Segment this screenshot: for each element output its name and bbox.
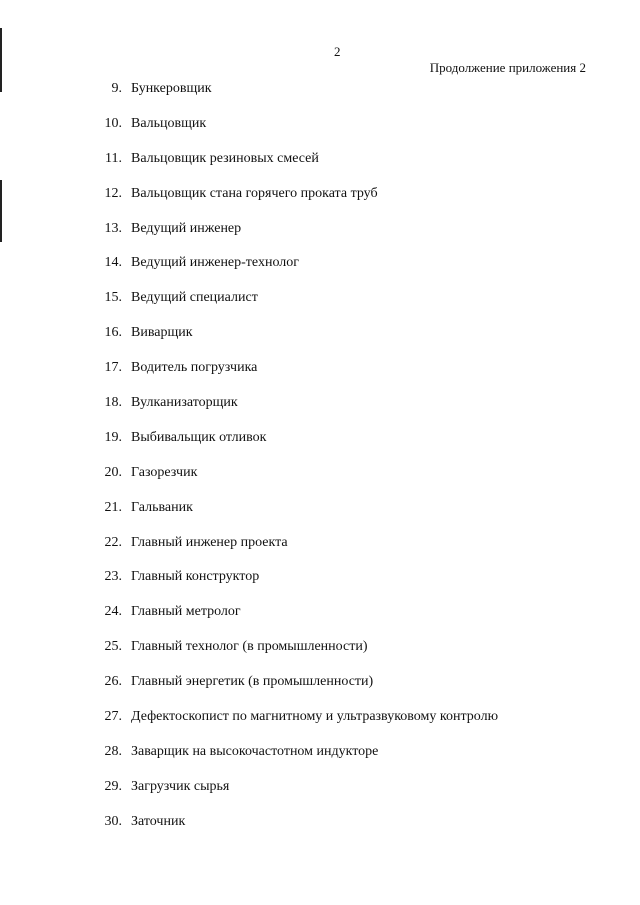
list-item [0, 637, 640, 672]
item-text: Главный инженер проекта [131, 534, 288, 550]
item-number: 25. [104, 639, 122, 655]
item-number: 14. [104, 255, 122, 271]
item-text: Выбивальщик отливок [131, 429, 267, 445]
item-number: 23. [104, 569, 122, 585]
item-number: 24. [104, 604, 122, 620]
item-text: Гальваник [131, 499, 193, 515]
item-number: 27. [104, 709, 122, 725]
list-item [0, 219, 640, 254]
item-number: 9. [111, 81, 122, 96]
list-item [0, 393, 640, 428]
item-text: Вальцовщик [131, 115, 207, 131]
item-text: Главный энергетик (в промышленности) [131, 674, 374, 690]
list-item [0, 707, 640, 742]
list-item [0, 358, 640, 393]
list-item [0, 533, 640, 568]
list-item [0, 323, 640, 358]
item-number: 28. [104, 743, 122, 759]
list-item [0, 567, 640, 602]
list-item [0, 498, 640, 533]
list-item [0, 463, 640, 498]
list-item [0, 812, 640, 847]
item-number: 13. [104, 220, 122, 236]
list-item [0, 777, 640, 812]
item-text: Главный конструктор [131, 569, 260, 585]
item-text: Вулканизаторщик [131, 395, 238, 411]
item-number: 30. [104, 813, 122, 829]
item-number: 26. [104, 674, 122, 690]
profession-list [0, 79, 640, 847]
item-text: Главный технолог (в промышленности) [131, 639, 368, 655]
item-text: Водитель погрузчика [131, 360, 258, 376]
page-number: 2 [334, 44, 341, 59]
item-number: 29. [104, 778, 122, 794]
item-number: 17. [104, 360, 122, 376]
item-text: Газорезчик [131, 464, 198, 480]
list-item [0, 79, 640, 114]
item-number: 12. [104, 185, 122, 201]
item-text: Вальцовщик резиновых смесей [131, 150, 319, 166]
list-item [0, 428, 640, 463]
item-text: Ведущий инженер-технолог [131, 255, 299, 271]
item-text: Ведущий специалист [131, 290, 258, 306]
item-number: 18. [104, 395, 122, 411]
item-number: 20. [104, 464, 122, 480]
item-text: Заварщик на высокочастотном индукторе [131, 743, 379, 759]
list-item [0, 288, 640, 323]
item-number: 21. [104, 499, 122, 515]
item-text: Вальцовщик стана горячего проката труб [131, 185, 378, 201]
list-item [0, 149, 640, 184]
list-item [0, 114, 640, 149]
list-item [0, 602, 640, 637]
list-item [0, 672, 640, 707]
list-item [0, 742, 640, 777]
item-number: 22. [104, 534, 122, 550]
item-number: 16. [104, 325, 122, 341]
item-number: 19. [104, 429, 122, 445]
item-text: Ведущий инженер [131, 220, 242, 236]
continuation-heading: Продолжение приложения 2 [429, 60, 586, 75]
item-number: 11. [105, 150, 122, 166]
item-text: Заточник [131, 813, 186, 829]
item-number: 15. [104, 290, 122, 306]
list-item [0, 184, 640, 219]
item-text: Бункеровщик [131, 81, 212, 96]
item-number: 10. [104, 115, 122, 131]
item-text: Главный метролог [131, 604, 241, 620]
item-text: Загрузчик сырья [131, 778, 230, 794]
list-item [0, 253, 640, 288]
item-text: Виварщик [131, 325, 193, 341]
item-text: Дефектоскопист по магнитному и ультразвуковому контролю [131, 709, 499, 725]
